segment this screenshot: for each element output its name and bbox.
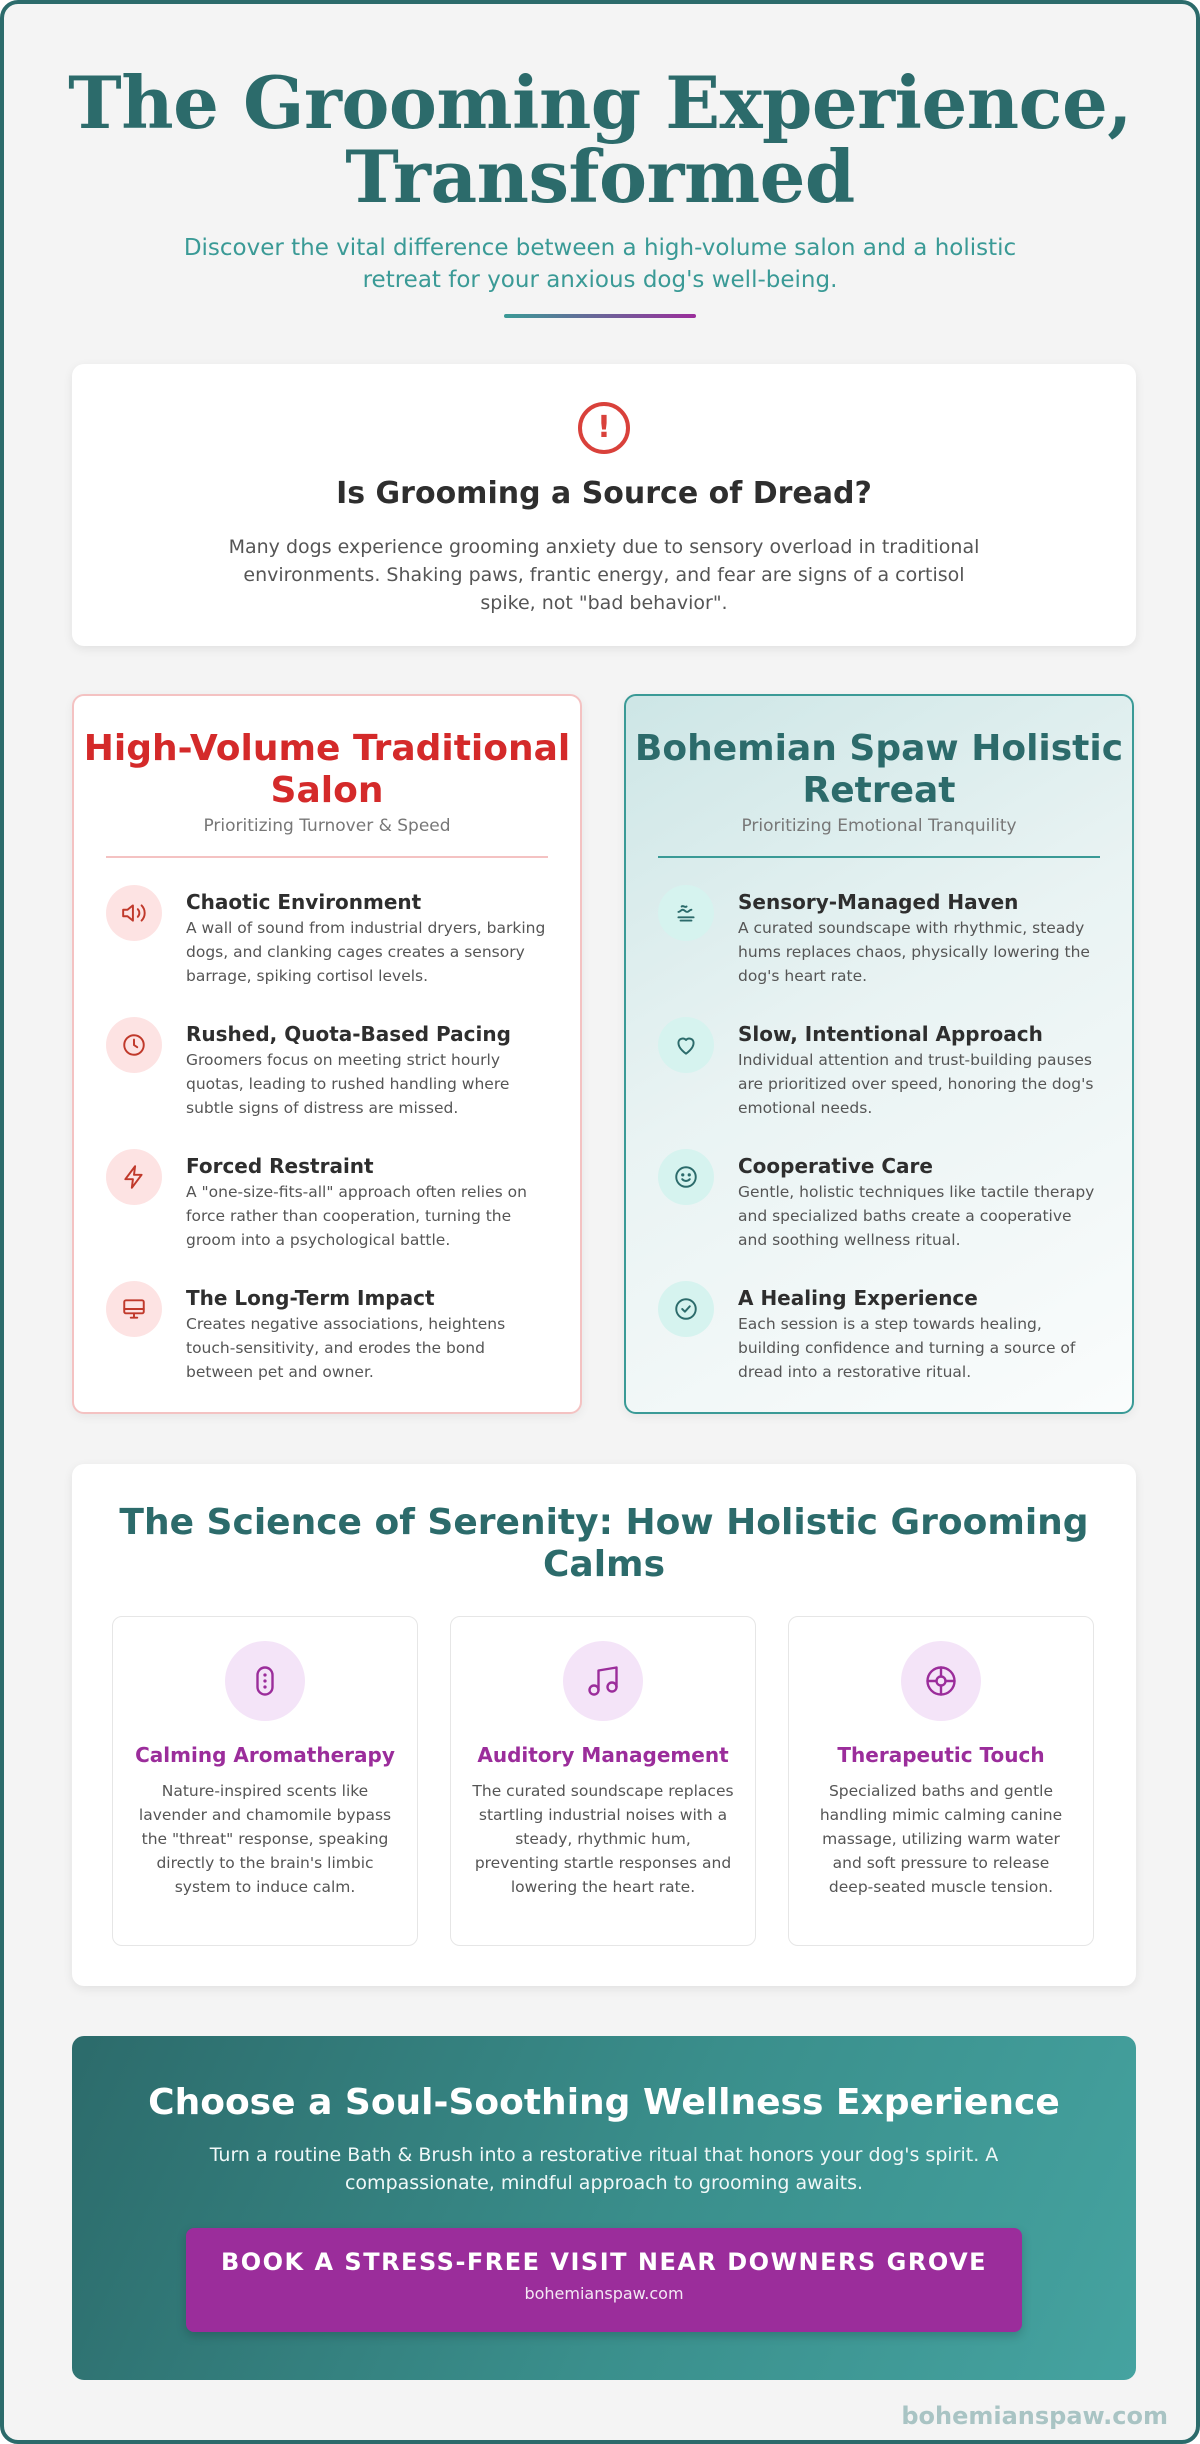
item-title: Forced Restraint: [186, 1154, 374, 1178]
list-item: [106, 889, 552, 988]
holistic-tagline: Prioritizing Emotional Tranquility: [741, 816, 1017, 836]
music-icon: [563, 1641, 643, 1721]
science-card-desc: The curated soundscape replaces startling industrial noises with a steady, rhythmic hum, preventing startle responses and lowering the heart rate.: [472, 1782, 734, 1896]
monitor-icon: [106, 1281, 162, 1337]
item-desc: Groomers focus on meeting strict hourly quotas, leading to rushed handling where subtle signs of distress are missed.: [186, 1051, 510, 1117]
divider: [106, 856, 548, 858]
list-item: [106, 1285, 552, 1384]
science-card-auditory: [450, 1616, 756, 1946]
list-item: [658, 1285, 1104, 1384]
smile-icon: [658, 1149, 714, 1205]
item-desc: Individual attention and trust-building pauses are prioritized over speed, honoring the dog's emotional needs.: [738, 1051, 1094, 1117]
title-divider: [504, 314, 696, 318]
holistic-retreat-card: [624, 694, 1134, 1414]
page-subtitle: Discover the vital difference between a high-volume salon and a holistic retreat for your anxious dog's well-being.: [183, 235, 1017, 293]
footer-url[interactable]: bohemianspaw.com: [901, 2402, 1168, 2430]
cta-section: [72, 2036, 1136, 2380]
science-title: The Science of Serenity: How Holistic Grooming Calms: [119, 1502, 1089, 1585]
item-title: A Healing Experience: [738, 1286, 978, 1310]
divider: [658, 856, 1100, 858]
science-card-title: Auditory Management: [477, 1743, 729, 1767]
list-item: [106, 1153, 552, 1252]
item-title: Rushed, Quota-Based Pacing: [186, 1022, 511, 1046]
list-item: [106, 1021, 552, 1120]
list-item: [658, 1021, 1104, 1120]
item-desc: Gentle, holistic techniques like tactile therapy and specialized baths create a cooperative and soothing wellness ritual.: [738, 1183, 1095, 1249]
science-card-desc: Specialized baths and gentle handling mimic calming canine massage, utilizing warm water and soft pressure to release deep-seated muscle tension.: [819, 1782, 1063, 1896]
item-desc: Each session is a step towards healing, building confidence and turning a source of dread into a restorative ritual.: [738, 1315, 1076, 1381]
waves-icon: [658, 885, 714, 941]
hand-touch-icon: [901, 1641, 981, 1721]
item-title: Sensory-Managed Haven: [738, 890, 1019, 914]
science-section: [72, 1464, 1136, 1986]
traditional-tagline: Prioritizing Turnover & Speed: [203, 816, 451, 836]
science-card-title: Calming Aromatherapy: [135, 1743, 395, 1767]
item-desc: A wall of sound from industrial dryers, barking dogs, and clanking cages creates a sensory barrage, spiking cortisol levels.: [186, 919, 546, 985]
dread-title: Is Grooming a Source of Dread?: [336, 476, 872, 511]
traditional-salon-card: [72, 694, 582, 1414]
book-visit-label: BOOK A STRESS-FREE VISIT NEAR DOWNERS GROVE: [220, 2248, 988, 2276]
item-title: Cooperative Care: [738, 1154, 933, 1178]
item-desc: Creates negative associations, heightens touch-sensitivity, and erodes the bond between pet and owner.: [186, 1315, 506, 1381]
item-title: Chaotic Environment: [186, 890, 422, 914]
book-visit-button[interactable]: [186, 2228, 1022, 2332]
alert-circle-icon: !: [578, 402, 630, 454]
science-card-desc: Nature-inspired scents like lavender and chamomile bypass the "threat" response, speaking directly to the brain's limbic system to induce calm.: [138, 1782, 392, 1896]
book-visit-url: bohemianspaw.com: [524, 2284, 684, 2303]
science-card-aromatherapy: [112, 1616, 418, 1946]
item-title: The Long-Term Impact: [186, 1286, 435, 1310]
page-title-line2: Transformed: [345, 134, 855, 219]
diffuser-icon: [225, 1641, 305, 1721]
traditional-title: High-Volume Traditional Salon: [83, 728, 571, 811]
dread-card: [72, 364, 1136, 646]
clock-icon: [106, 1017, 162, 1073]
holistic-title: Bohemian Spaw Holistic Retreat: [634, 728, 1124, 811]
science-card-title: Therapeutic Touch: [837, 1743, 1045, 1767]
item-desc: A "one-size-fits-all" approach often relies on force rather than cooperation, turning the groom into a psychological battle.: [186, 1183, 527, 1249]
hero: [4, 4, 1196, 318]
cta-title: Choose a Soul-Soothing Wellness Experience: [148, 2082, 1060, 2123]
item-desc: A curated soundscape with rhythmic, steady hums replaces chaos, physically lowering the dog's heart rate.: [738, 919, 1090, 985]
item-title: Slow, Intentional Approach: [738, 1022, 1043, 1046]
heart-icon: [658, 1017, 714, 1073]
speaker-icon: [106, 885, 162, 941]
page-title: [4, 60, 1196, 219]
lightning-icon: [106, 1149, 162, 1205]
list-item: [658, 889, 1104, 988]
page-title-line1: The Grooming Experience,: [68, 60, 1132, 145]
dread-body: Many dogs experience grooming anxiety due to sensory overload in traditional environments. Shaking paws, frantic energy, and fear are signs of a cortisol spike, not "bad behavior".: [228, 536, 980, 614]
list-item: [658, 1153, 1104, 1252]
cta-body: Turn a routine Bath & Brush into a restorative ritual that honors your dog's spirit. A compassionate, mindful approach to grooming awaits.: [209, 2144, 999, 2194]
check-circle-icon: [658, 1281, 714, 1337]
science-card-touch: [788, 1616, 1094, 1946]
